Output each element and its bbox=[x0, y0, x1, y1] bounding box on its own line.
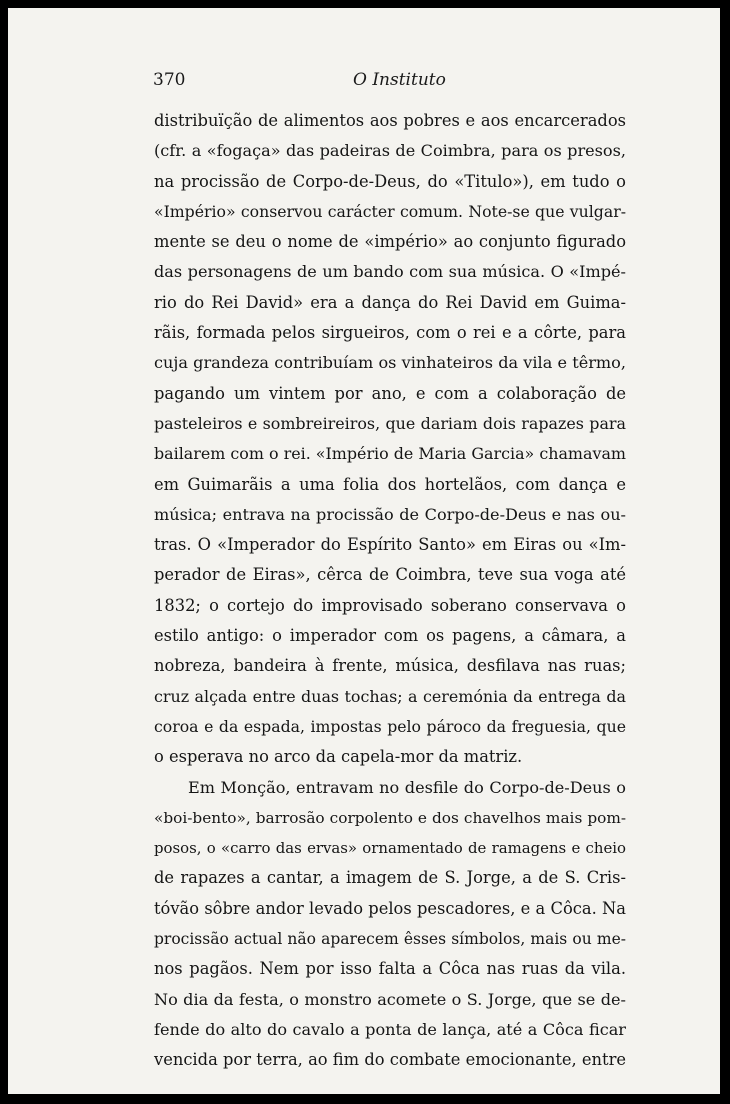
text-line: tras. O «Imperador do Espírito Santo» em Eiras ou «Im- bbox=[154, 535, 626, 555]
text-line: (cfr. a «fogaça» das padeiras de Coimbra, para os presos, bbox=[154, 141, 626, 161]
text-line: tóvão sôbre andor levado pelos pescadores, e a Côca. Na bbox=[154, 898, 626, 918]
paragraph-1 bbox=[154, 106, 626, 773]
text-line: em Guimarãis a uma folia dos hortelãos, com dança e bbox=[154, 474, 626, 494]
text-line: pagando um vintem por ano, e com a colaboração de bbox=[154, 383, 626, 403]
text-line: música; entrava na procissão de Corpo-de-Deus e nas ou- bbox=[154, 504, 626, 524]
text-line: cuja grandeza contribuíam os vinhateiros da vila e têrmo, bbox=[154, 353, 626, 373]
text-line: distribuïção de alimentos aos pobres e aos encarcerados bbox=[154, 111, 626, 130]
text-line: fende do alto do cavalo a ponta de lança, até a Côca ficar bbox=[154, 1019, 626, 1039]
book-page bbox=[8, 8, 720, 1094]
text-line: 1832; o cortejo do improvisado soberano conservava o bbox=[154, 595, 626, 615]
text-line: o esperava no arco da capela-mor da matriz. bbox=[154, 747, 523, 767]
text-line: mente se deu o nome de «império» ao conjunto figurado bbox=[154, 232, 626, 252]
text-line: coroa e da espada, impostas pelo pároco da freguesia, que bbox=[154, 716, 626, 736]
text-line: «boi-bento», barrosão corpolento e dos chavelhos mais pom- bbox=[154, 808, 626, 827]
text-line: perador de Eiras», cêrca de Coimbra, teve sua voga até bbox=[154, 565, 626, 585]
text-line: na procissão de Corpo-de-Deus, do «Titulo»), em tudo o bbox=[154, 171, 626, 191]
text-line: nos pagãos. Nem por isso falta a Côca nas ruas da vila. bbox=[154, 959, 626, 979]
page-number: 370 bbox=[153, 70, 186, 90]
text-line: bailarem com o rei. «Império de Maria Garcia» chamavam bbox=[154, 444, 626, 464]
text-line: estilo antigo: o imperador com os pagens, a câmara, a bbox=[154, 626, 626, 646]
text-line: cruz alçada entre duas tochas; a ceremónia da entrega da bbox=[154, 686, 626, 706]
text-line: vencida por terra, ao fim do combate emocionante, entre bbox=[154, 1050, 626, 1070]
text-line: No dia da festa, o monstro acomete o S. Jorge, que se de- bbox=[154, 989, 626, 1009]
text-line: pasteleiros e sombreireiros, que dariam dois rapazes para bbox=[154, 413, 626, 433]
text-line: das personagens de um bando com sua música. O «Impé- bbox=[154, 262, 626, 282]
body-text bbox=[154, 106, 626, 1076]
text-line: rãis, formada pelos sirgueiros, com o rei e a côrte, para bbox=[154, 323, 626, 343]
text-line: nobreza, bandeira à frente, música, desfilava nas ruas; bbox=[154, 656, 626, 676]
text-line: posos, o «carro das ervas» ornamentado de ramagens e cheio bbox=[154, 839, 626, 858]
text-line: de rapazes a cantar, a imagem de S. Jorge, a de S. Cris- bbox=[154, 868, 626, 888]
running-title: O Instituto bbox=[353, 70, 446, 90]
paragraph-2 bbox=[154, 773, 626, 1076]
text-line: procissão actual não aparecem êsses símbolos, mais ou me- bbox=[154, 930, 626, 949]
text-line: rio do Rei David» era a dança do Rei David em Guima- bbox=[154, 292, 626, 312]
text-line: Em Monção, entravam no desfile do Corpo-de-Deus o bbox=[188, 777, 626, 797]
text-line: «Império» conservou carácter comum. Note-se que vulgar- bbox=[154, 201, 626, 221]
